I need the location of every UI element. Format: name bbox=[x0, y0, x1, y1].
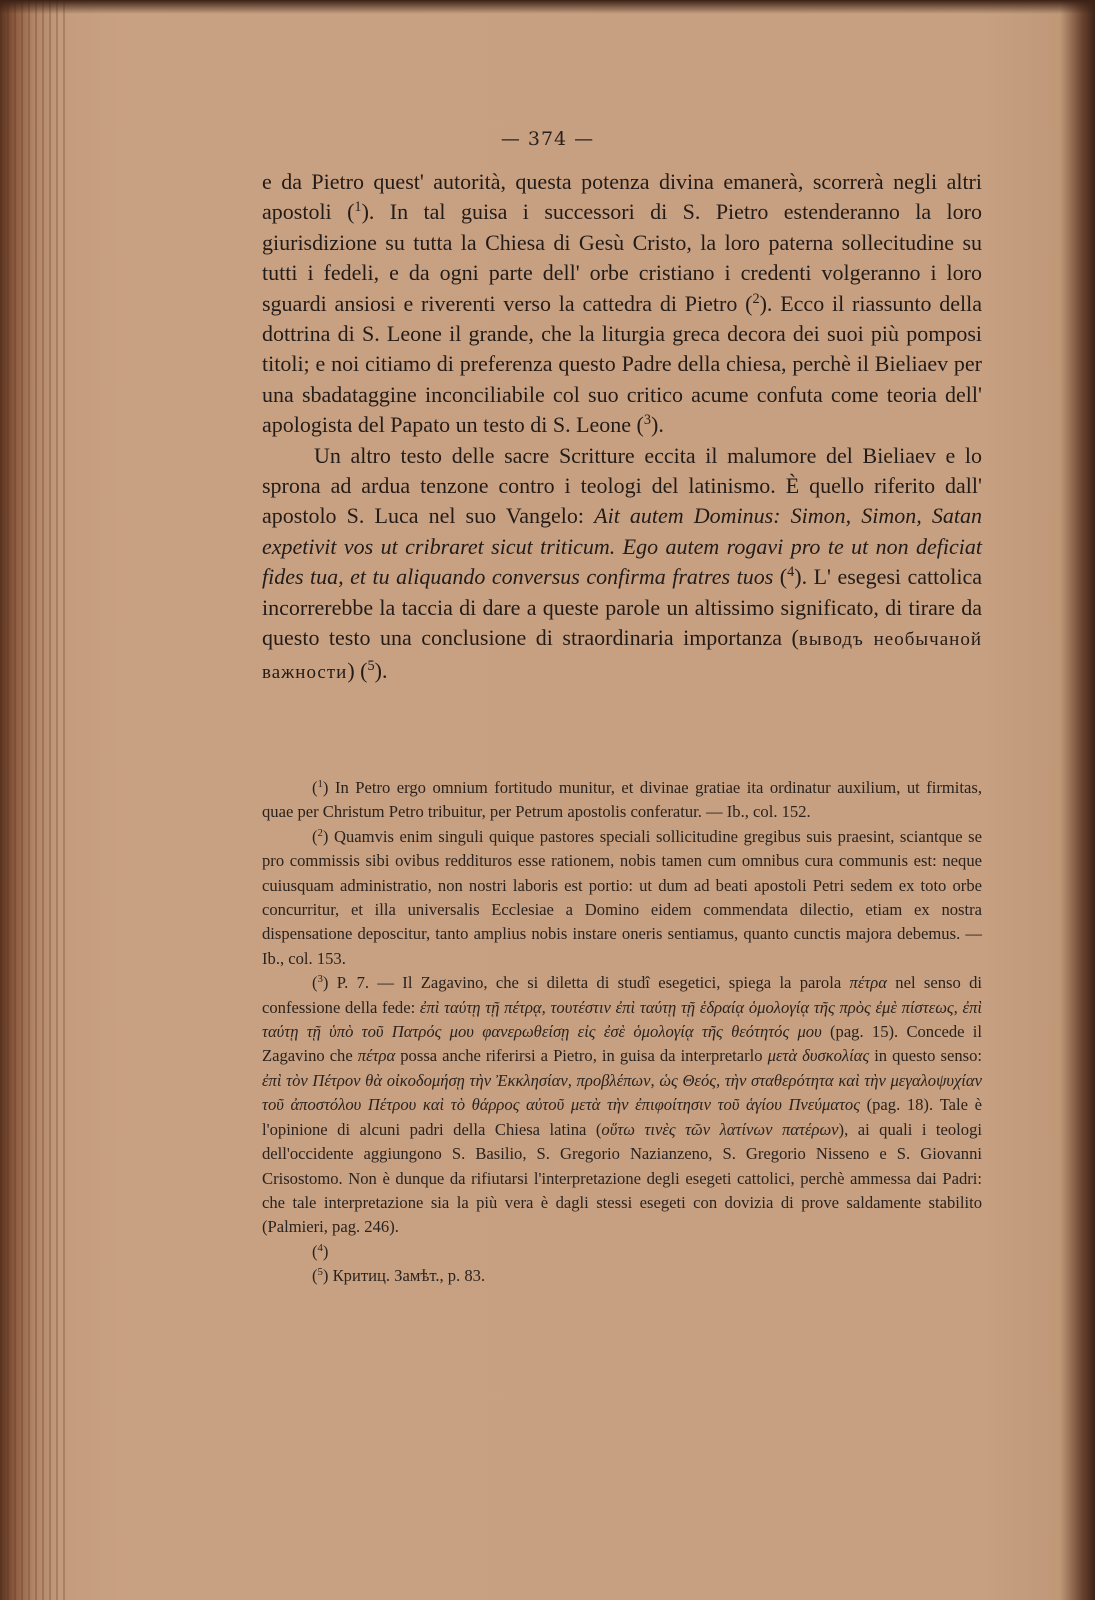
footnote-3 bbox=[262, 971, 982, 1239]
text-run: in questo senso: bbox=[869, 1046, 982, 1066]
text-run: ( bbox=[773, 564, 788, 590]
footnote-2 bbox=[262, 825, 982, 971]
paragraph-2 bbox=[262, 441, 982, 688]
greek-text: μετὰ δυσκολίας bbox=[767, 1046, 870, 1066]
text-run: ( bbox=[312, 1266, 318, 1286]
greek-text: ἐπὶ ταύτῃ τῇ πέτρᾳ, τουτέστιν ἐπὶ ταύτῃ τῇ ἑδραίᾳ ὁμολογίᾳ τῆς πρὸς ἐμὲ πίστεως, ἐπὶ ταύτῃ τῇ ὑπὸ τοῦ Πατρός μου φανερωθείσῃ εἰς ἐσὲ ὁμολογίᾳ τῆς θεότητός μου bbox=[262, 997, 982, 1042]
text-run: ( bbox=[312, 973, 318, 993]
text-run: ( bbox=[312, 826, 318, 846]
text-run: e da Pietro quest' autorità, questa potenza divina emanerà, scorrerà negli altri apostoli ( bbox=[262, 169, 982, 225]
footnote-ref: 4 bbox=[787, 564, 795, 581]
greek-text: πέτρα bbox=[357, 1046, 396, 1066]
footnote-marker: 5 bbox=[317, 1266, 323, 1279]
text-run: ( bbox=[312, 1241, 318, 1261]
text-run: ). bbox=[374, 657, 388, 683]
footnote-1 bbox=[262, 776, 982, 825]
text-run: ) ( bbox=[347, 657, 368, 683]
text-run: ). L' esegesi cattolica incorrerebbe la taccia di dare a queste parole un altissimo significato, di tirare da questo testo una conclusione di straordinaria importanza ( bbox=[262, 564, 983, 651]
text-run: ( bbox=[312, 778, 318, 797]
text-run: (pag. 18). Tale è l'opinione di alcuni padri della Chiesa latina ( bbox=[262, 1095, 982, 1139]
text-run: ) In Petro ergo omnium fortitudo munitur, et divinae gratiae ita ordinatur auxilium, ut firmitas, quae per Christum Petro tribuitur, per Petrum apostolis conferatur. — Ib., col. 152. bbox=[262, 778, 982, 822]
text-run: ). bbox=[651, 412, 664, 438]
footnote-4 bbox=[262, 1240, 982, 1264]
footnote-marker: 2 bbox=[317, 826, 323, 839]
main-text bbox=[262, 167, 982, 688]
footnote-marker: 4 bbox=[317, 1241, 323, 1254]
greek-text: ἐπὶ τὸν Πέτρον θὰ οἰκοδομήσῃ τὴν Ἐκκλησίαν, προβλέπων, ὡς Θεός, τὴν σταθερότητα καὶ τὴν μεγαλοψυχίαν τοῦ ἀποστόλου Πέτρου καὶ τὸ θάρρος αὐτοῦ μετὰ τὴν ἐπιφοίτησιν τοῦ ἁγίου Πνεύματος bbox=[262, 1070, 982, 1115]
text-run: Un altro testo delle sacre Scritture eccita il malumore del Bieliaev e lo sprona ad ardua tenzone contro i teologi del latinismo. È quello riferito dall' apostolo S. Luca nel suo Vangelo: bbox=[262, 442, 982, 529]
text-run: (pag. 15). Concede il Zagavino che bbox=[262, 1022, 982, 1066]
text-run: possa anche riferirsi a Pietro, in guisa da interpretarlo bbox=[395, 1046, 768, 1066]
paragraph-1 bbox=[262, 167, 982, 441]
text-run: nel senso di confessione della fede: bbox=[262, 973, 982, 1017]
footnote-ref: 3 bbox=[643, 412, 652, 429]
text-run: ) P. 7. — Il Zagavino, che si diletta di studî esegetici, spiega la parola bbox=[322, 973, 850, 993]
footnote-ref: 1 bbox=[354, 199, 362, 216]
footnote-marker: 1 bbox=[317, 778, 323, 791]
text-run: ) Quamvis enim singuli quique pastores speciali sollicitudine gregibus suis praesint, sciantque se pro commissis sibi ovibus reddituros esse rationem, nobis tamen cum omnibus cura communis est: neque cuiusquam administratio, non nostri laboris est portio: ut dum ad beati apostoli Petri sedem ex toto orbe concurritur, et illa universalis Ecclesiae a Domino eidem commendata dilectio, etiam ex nostra dispensatione deposcitur, tanto amplius nobis instare oneris sentiamus, quanto cunctis majora debemus. — Ib., col. 153. bbox=[262, 826, 982, 968]
latin-quotation: Ait autem Dominus: Simon, Simon, Satan expetivit vos ut cribraret sicut triticum. Ego autem rogavi pro te ut non deficiat fides tua, et tu aliquando conversus confirma fratres tuos bbox=[262, 503, 982, 590]
footnote-marker: 3 bbox=[317, 973, 323, 986]
footnote-ref: 2 bbox=[752, 290, 760, 307]
greek-text: πέτρα bbox=[849, 973, 887, 993]
text-run: ) Критиц. Замѣт., р. 83. bbox=[322, 1266, 486, 1286]
footnote-5 bbox=[262, 1264, 982, 1288]
text-run: ), ai quali i teologi dell'occidente aggiungono S. Basilio, S. Gregorio Nazianzeno, S. Gregorio Nisseno e S. Giovanni Crisostomo. Non è dunque da rifiutarsi l'interpretazione degli esegeti cattolici, perchè ammessa dai Padri: che tale interpretazione sia la più vera è dagli stessi esegeti con dovizia di prove saldamente stabilito (Palmieri, pag. 246). bbox=[262, 1119, 982, 1237]
page-number: — 374 — bbox=[500, 128, 595, 150]
footnotes bbox=[262, 776, 982, 1289]
russian-quotation: выводъ необычаной важности bbox=[262, 629, 982, 683]
greek-text: οὕτω τινὲς τῶν λατίνων πατέρων bbox=[601, 1119, 839, 1139]
page-gutter bbox=[0, 0, 70, 1600]
text-run: ) bbox=[322, 1241, 329, 1261]
footnote-ref: 5 bbox=[367, 657, 375, 674]
text-run: ). Ecco il riassunto della dottrina di S. Leone il grande, che la liturgia greca decora dei suoi più pomposi titoli; e noi citiamo di preferenza questo Padre della chiesa, perchè il Bieliaev per una sbadataggine inconciliabile col suo critico acume confuta come teoria dell' apologista del Papato un testo di S. Leone ( bbox=[262, 290, 982, 438]
text-run: ). In tal guisa i successori di S. Pietro estenderanno la loro giurisdizione su tutta la Chiesa di Gesù Cristo, la loro paterna sollecitudine su tutti i fedeli, e da ogni parte dell' orbe cristiano i credenti volgeranno i loro sguardi ansiosi e riverenti verso la cattedra di Pietro ( bbox=[262, 199, 982, 316]
page-top-shadow bbox=[0, 0, 1095, 14]
